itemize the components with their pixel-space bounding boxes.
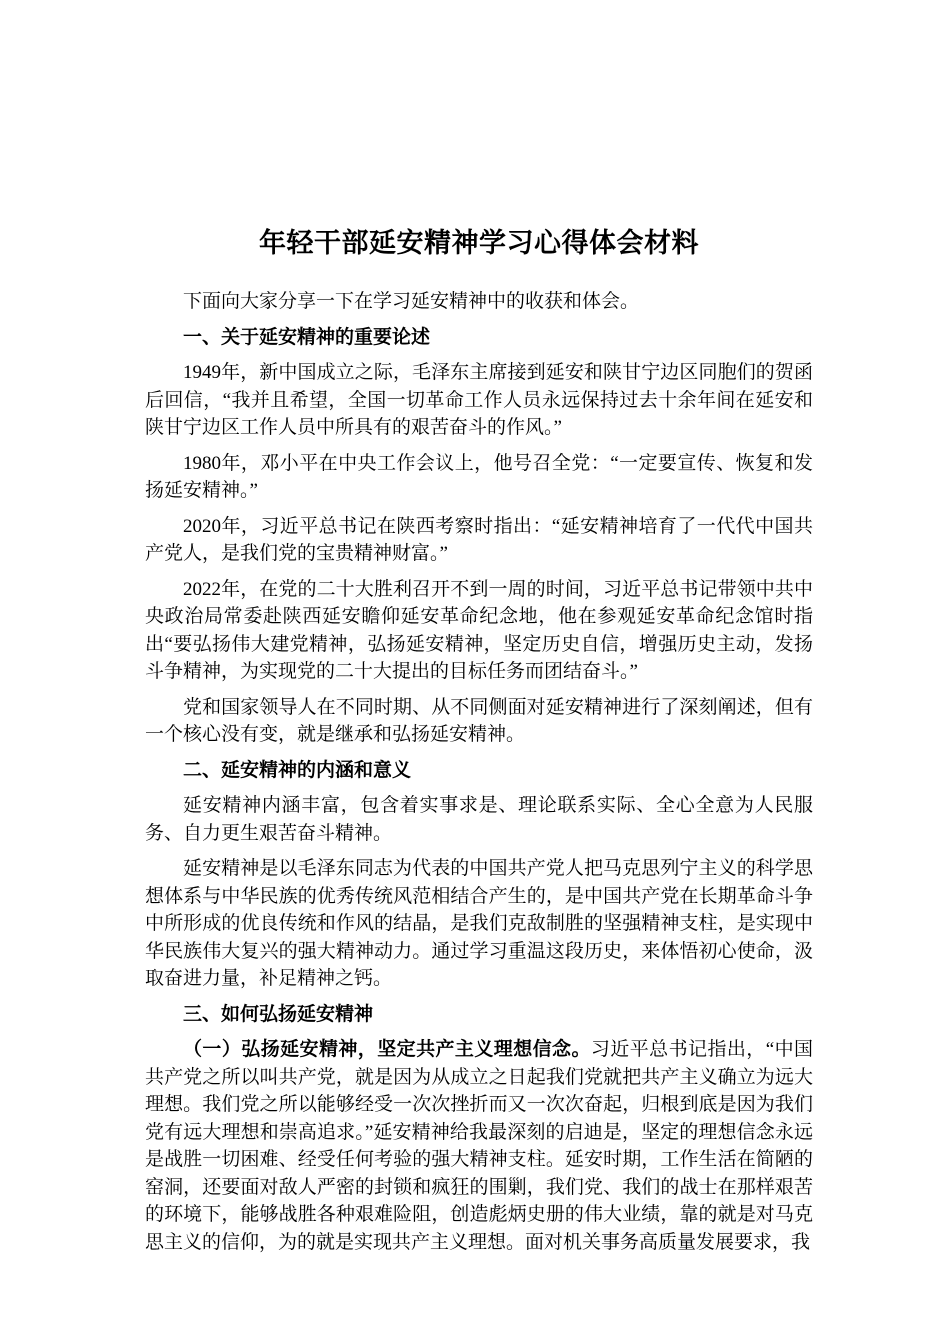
section-heading: 二、延安精神的内涵和意义 — [183, 759, 412, 781]
paragraph: 1949年，新中国成立之际，毛泽东主席接到延安和陕甘宁边区同胞们的贺函后回信，“我并且希望，全国一切革命工作人员永远保持过去十余年间在延安和陕甘宁边区工作人员中所具有的艰苦奋斗的作风。” — [145, 362, 813, 438]
paragraph: 1980年，邓小平在中央工作会议上，他号召全党：“一定要宣传、恢复和发扬延安精神。” — [145, 452, 813, 501]
paragraph: 延安精神是以毛泽东同志为代表的中国共产党人把马克思列宁主义的科学思想体系与中华民族的优秀传统风范相结合产生的，是中国共产党在长期革命斗争中所形成的优良传统和作风的结晶，是我们克敌制胜的坚强精神支柱，是实现中华民族伟大复兴的强大精神动力。通过学习重温这段历史，来体悟初心使命，汲取奋进力量，补足精神之钙。 — [145, 858, 813, 989]
paragraph: 2020年，习近平总书记在陕西考察时指出：“延安精神培育了一代代中国共产党人，是我们党的宝贵精神财富。” — [145, 515, 813, 564]
section-heading: 一、关于延安精神的重要论述 — [183, 326, 431, 348]
section-heading: 三、如何弘扬延安精神 — [183, 1003, 374, 1025]
document-title: 年轻干部延安精神学习心得体会材料 — [259, 228, 699, 258]
paragraph: 延安精神内涵丰富，包含着实事求是、理论联系实际、全心全意为人民服务、自力更生艰苦奋斗精神。 — [145, 795, 813, 844]
paragraph: 党和国家领导人在不同时期、从不同侧面对延安精神进行了深刻阐述，但有一个核心没有变，就是继承和弘扬延安精神。 — [145, 696, 813, 745]
paragraph: 下面向大家分享一下在学习延安精神中的收获和体会。 — [183, 291, 640, 312]
document-body — [145, 288, 813, 1256]
document-content — [145, 226, 813, 1264]
paragraph: 2022年，在党的二十大胜利召开不到一周的时间，习近平总书记带领中共中央政治局常委赴陕西延安瞻仰延安革命纪念地，他在参观延安革命纪念馆时指出“要弘扬伟大建党精神，弘扬延安精神，坚定历史自信，增强历史主动，发扬斗争精神，为实现党的二十大提出的目标任务而团结奋斗。” — [145, 578, 813, 682]
paragraph-bold-lead: （一）弘扬延安精神，坚定共产主义理想信念。 — [183, 1039, 591, 1060]
paragraph: （一）弘扬延安精神，坚定共产主义理想信念。习近平总书记指出，“中国共产党之所以叫共产党，就是因为从成立之日起我们党就把共产主义确立为远大理想。我们党之所以能够经受一次次挫折而又一次次奋起，归根到底是因为我们党有远大理想和崇高追求。”延安精神给我最深刻的启迪是，坚定的理想信念永远是战胜一切困难、经受任何考验的强大精神支柱。延安时期，工作生活在简陋的窑洞，还要面对敌人严密的封锁和疯狂的围剿，我们党、我们的战士在那样艰苦的环境下，能够战胜各种艰难险阻，创造彪炳史册的伟大业绩，靠的就是对马克思主义的信仰，为的就是实现共产主义理想。面对机关事务高质量发展要求，我 — [145, 1039, 813, 1253]
